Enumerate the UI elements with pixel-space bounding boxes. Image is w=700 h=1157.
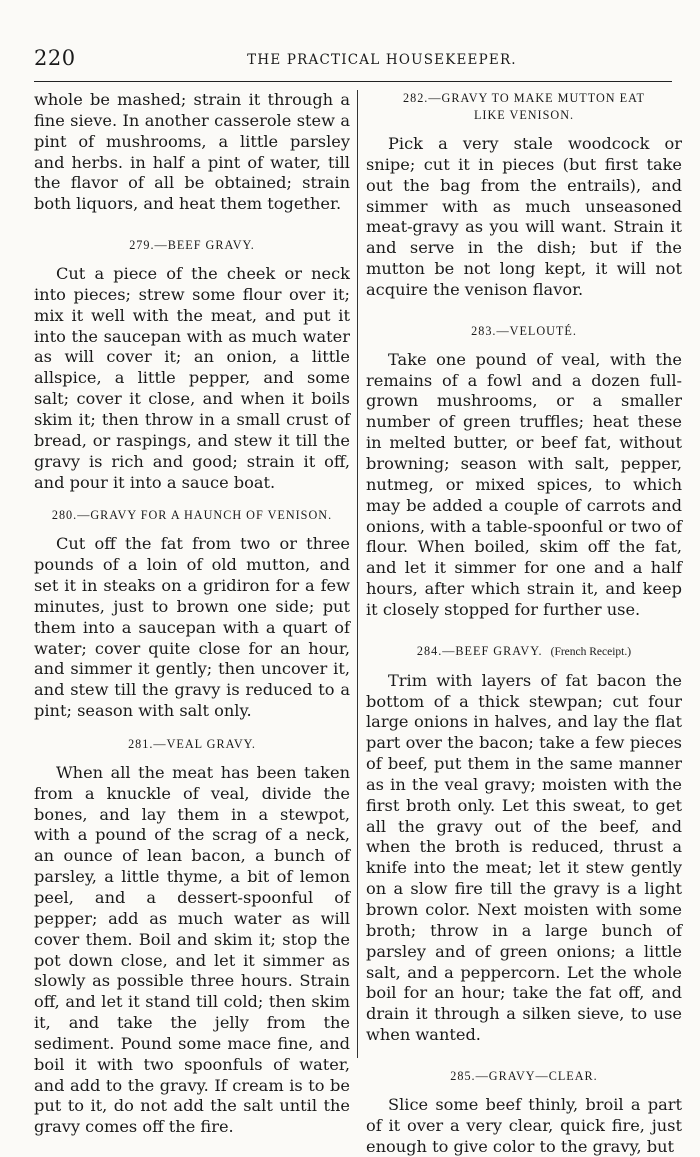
- recipe-heading-282: [366, 90, 682, 124]
- left-column: [34, 90, 350, 1138]
- recipe-body-282: Pick a very stale woodcock or snipe; cut it in pieces (but first take out the bag from the entrails), and simmer with as much unseasoned meat-gravy as you will want. Strain it and serve in the dish; but if the mutton be not long kept, it will not acquire the venison flavor.: [366, 134, 682, 299]
- page-header: [34, 46, 674, 76]
- recipe-heading-280: 280.—GRAVY FOR A HAUNCH OF VENISON.: [51, 508, 333, 523]
- recipe-body-285: Slice some beef thinly, broil a part of it over a very clear, quick fire, just enough to give color to the gravy, but: [366, 1094, 682, 1156]
- recipe-body-279: Cut a piece of the cheek or neck into pieces; strew some flour over it; mix it well with the meat, and put it into the saucepan with as much water as will cover it; an onion, a little allspice, a little pepper, and some salt; cover it close, and when it boils skim it; then throw in a small crust of bread, or raspings, and stew it till the gravy is rich and good; strain it off, and pour it into a sauce boat.: [34, 264, 350, 492]
- recipe-body-280: Cut off the fat from two or three pounds of a loin of old mutton, and set it in steaks on a gridiron for a few minutes, just to brown one side; put them into a saucepan with a quart of water; cover quite close for an hour, and simmer it gently; then uncover it, and stew till the gravy is reduced to a pint; season with salt only.: [34, 534, 350, 721]
- header-rule: [34, 81, 672, 82]
- recipe-heading-284: [366, 643, 682, 661]
- recipe-body-281: When all the meat has been taken from a knuckle of veal, divide the bones, and lay them in a stewpot, with a pound of the scrag of a neck, an ounce of lean bacon, a bunch of parsley, a little thyme, a bit of lemon peel, and a dessert-spoonful of pepper; add as much water as will cover them. Boil and skim it; stop the pot down close, and let it simmer as slowly as possible three hours. Strain off, and let it stand till cold; then skim it, and take the jelly from the sediment. Pound some mace fine, and boil it with two spoonfuls of water, and add to the gravy. If cream is to be put to it, do not add the salt until the gravy comes off the fire.: [34, 762, 350, 1137]
- recipe-heading-281: 281.—VEAL GRAVY.: [128, 736, 256, 751]
- recipe-body-283: Take one pound of veal, with the remains of a fowl and a dozen full-grown mushrooms, or a smaller number of green truffles; heat these in melted butter, or beef fat, without browning; season with salt, pepper, nutmeg, or mixed spices, to which may be added a couple of carrots and onions, with a table-spoonful or two of flour. When boiled, skim off the fat, and let it simmer for one and a half hours, after which strain it, and keep it closely stopped for further use.: [366, 349, 682, 619]
- page-number: 220: [34, 46, 76, 70]
- running-title: THE PRACTICAL HOUSEKEEPER.: [247, 52, 517, 68]
- recipe-heading-284-note: (French Receipt.): [550, 645, 632, 658]
- recipe-heading-279: 279.—BEEF GRAVY.: [129, 238, 255, 253]
- recipe-heading-285: 285.—GRAVY—CLEAR.: [450, 1068, 598, 1083]
- recipe-heading-282-line2: LIKE VENISON.: [473, 108, 575, 122]
- recipe-body-284: Trim with layers of fat bacon the bottom of a thick stewpan; cut four large onions in halves, and lay the flat part over the bacon; take a few pieces of beef, put them in the same manner as in the veal gravy; moisten with the first broth only. Let this sweat, to get all the gravy out of the beef, and when the broth is reduced, thrust a knife into the meat; let it stew gently on a slow fire till the gravy is a light brown color. Next moisten with some broth; throw in a large bunch of parsley and of green onions; a little salt, and a peppercorn. Let the whole boil for an hour; take the fat off, and drain it through a silken sieve, to use when wanted.: [366, 670, 682, 1045]
- recipe-heading-282-line1: 282.—GRAVY TO MAKE MUTTON EAT: [403, 91, 645, 105]
- recipe-heading-284-title: 284.—BEEF GRAVY.: [416, 643, 543, 658]
- right-column: [366, 90, 682, 1157]
- column-divider: [357, 90, 358, 1058]
- continued-paragraph: whole be mashed; strain it through a fine sieve. In another casserole stew a pint of mushrooms, a little parsley and herbs. in half a pint of water, till the flavor of all be obtained; strain both liquors, and heat them together.: [34, 90, 350, 214]
- recipe-heading-283: 283.—VELOUTÉ.: [471, 323, 577, 338]
